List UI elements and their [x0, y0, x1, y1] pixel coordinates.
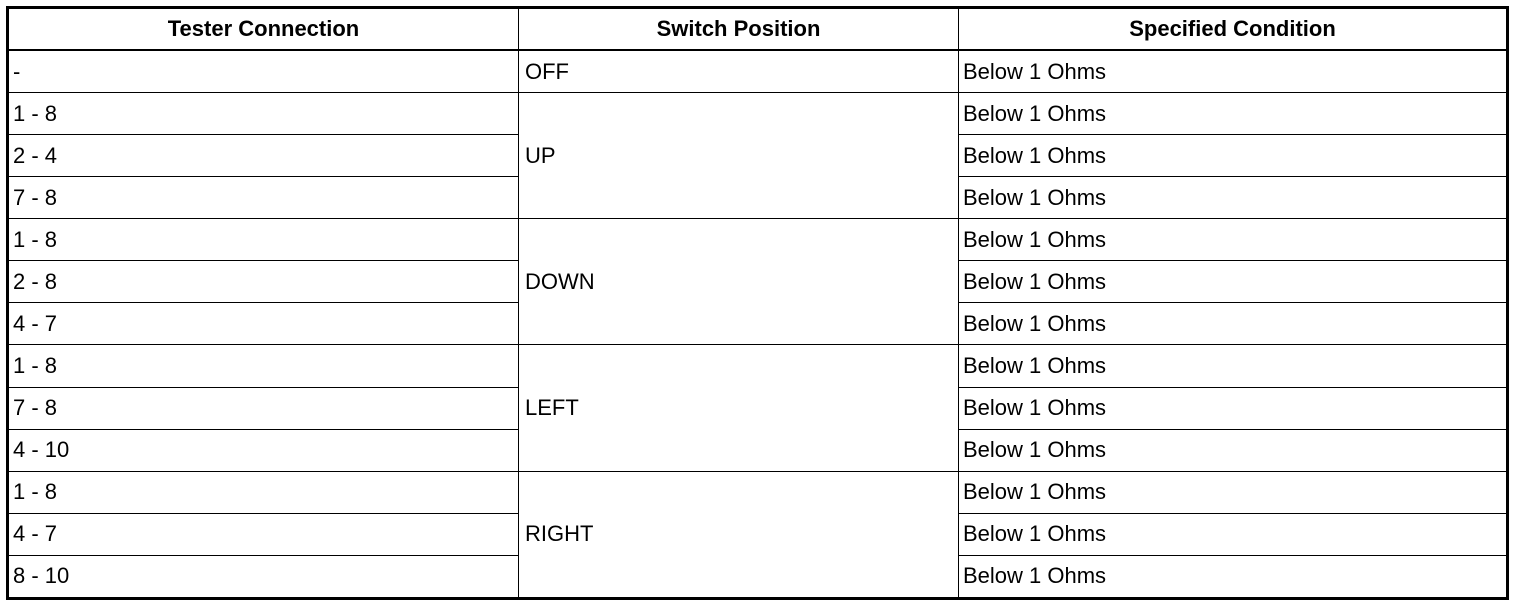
table-body [8, 50, 1508, 599]
cell-specified-condition: Below 1 Ohms [959, 387, 1508, 429]
cell-specified-condition: Below 1 Ohms [959, 93, 1508, 135]
cell-specified-condition: Below 1 Ohms [959, 513, 1508, 555]
cell-tester-connection: 1 - 8 [8, 345, 519, 387]
cell-tester-connection: 8 - 10 [8, 555, 519, 598]
cell-switch-position: OFF [519, 50, 959, 93]
cell-switch-position: DOWN [519, 219, 959, 345]
cell-tester-connection: 4 - 7 [8, 303, 519, 345]
cell-tester-connection: 7 - 8 [8, 387, 519, 429]
cell-tester-connection: 7 - 8 [8, 177, 519, 219]
table-row [8, 50, 1508, 93]
header-switch-position: Switch Position [519, 8, 959, 51]
cell-specified-condition: Below 1 Ohms [959, 261, 1508, 303]
cell-specified-condition: Below 1 Ohms [959, 219, 1508, 261]
cell-switch-position: UP [519, 93, 959, 219]
table-row [8, 471, 1508, 513]
cell-specified-condition: Below 1 Ohms [959, 303, 1508, 345]
cell-tester-connection: 4 - 10 [8, 429, 519, 471]
cell-tester-connection: 1 - 8 [8, 219, 519, 261]
table-row [8, 219, 1508, 261]
header-tester-connection: Tester Connection [8, 8, 519, 51]
cell-tester-connection: - [8, 50, 519, 93]
cell-specified-condition: Below 1 Ohms [959, 50, 1508, 93]
cell-specified-condition: Below 1 Ohms [959, 177, 1508, 219]
table-header [8, 8, 1508, 51]
cell-switch-position: LEFT [519, 345, 959, 471]
table-row [8, 93, 1508, 135]
cell-specified-condition: Below 1 Ohms [959, 345, 1508, 387]
cell-specified-condition: Below 1 Ohms [959, 429, 1508, 471]
cell-switch-position: RIGHT [519, 471, 959, 598]
switch-inspection-table [6, 6, 1509, 600]
table-row [8, 345, 1508, 387]
cell-specified-condition: Below 1 Ohms [959, 555, 1508, 598]
cell-tester-connection: 1 - 8 [8, 471, 519, 513]
cell-specified-condition: Below 1 Ohms [959, 471, 1508, 513]
cell-specified-condition: Below 1 Ohms [959, 135, 1508, 177]
header-specified-condition: Specified Condition [959, 8, 1508, 51]
cell-tester-connection: 4 - 7 [8, 513, 519, 555]
header-row [8, 8, 1508, 51]
cell-tester-connection: 2 - 8 [8, 261, 519, 303]
cell-tester-connection: 2 - 4 [8, 135, 519, 177]
cell-tester-connection: 1 - 8 [8, 93, 519, 135]
